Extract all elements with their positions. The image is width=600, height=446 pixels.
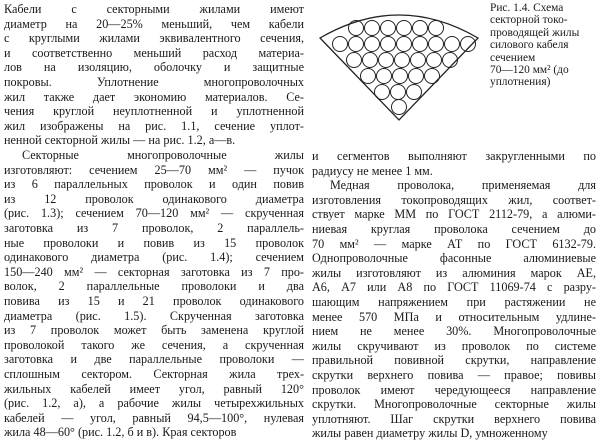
text-line: волок, 2 параллельные проволоки и два [4, 279, 304, 294]
text-line: с круглыми жилами эквивалентного сечения, [4, 31, 304, 46]
wire-strand [407, 85, 422, 100]
text-line: А6, А7 или А8 по ГОСТ 11069-74 с разру- [312, 280, 596, 295]
wire-strand [409, 69, 424, 84]
wire-strands [333, 21, 476, 115]
text-line: и сегментов выполняют закругленными по [312, 149, 596, 163]
wire-strand [427, 53, 442, 68]
wire-strand [375, 85, 390, 100]
text-line: из 7 проволок может быть заменена круглой [4, 323, 304, 338]
wire-strand [445, 37, 460, 52]
text-line: заготовка из 7 проволок, 2 параллель- [4, 221, 304, 235]
caption-line: силового кабеля [490, 39, 569, 52]
wire-strand [365, 37, 380, 52]
wire-strand [392, 100, 407, 115]
text-line: 70 мм² — марке АТ по ГОСТ 6132-79. [312, 236, 596, 251]
wire-strand [347, 53, 362, 68]
text-line: 150—240 мм² — секторная заготовка из 7 про- [4, 264, 304, 279]
text-line: диаметра (рис. 1.5). Скрученная заготовка [4, 308, 304, 323]
text-line: одинакового диаметра (рис. 1.4); сечением [4, 250, 304, 265]
text-line: жил также дает экономию материалов. Се- [4, 89, 304, 104]
text-line: менее 570 МПа и относительным удлине- [312, 309, 596, 324]
text-line: жильных кабелей имеет угол, равный 120° [4, 381, 304, 396]
text-line: уплотняют. Шаг скрутки верхнего повива [312, 411, 596, 426]
text-line: из 12 проволок одинакового диаметра [4, 191, 304, 206]
text-line: кабелей — угол, равный 94,5—100°, нулевая [4, 410, 304, 425]
wire-strand [361, 69, 376, 84]
text-line: жилы скручивают из проволок по системе [312, 338, 596, 353]
text-line: нием не менее 30%. Многопроволочные [312, 324, 596, 339]
text-line: Секторные многопроволочные жилы [22, 148, 304, 162]
text-line: жила 48—60° (рис. 1.2, б и в). Края секторов [4, 425, 237, 440]
wire-strand [363, 53, 378, 68]
wire-strand [411, 53, 426, 68]
text-line: диаметр на 20—25% меньший, чем кабели [4, 16, 304, 31]
text-line: проволок имеют чередующееся направление [312, 382, 596, 397]
wire-strand [397, 37, 412, 52]
text-line: Медная проволока, применяемая для [330, 178, 596, 193]
text-line: из 6 параллельных проволок и один повив [4, 177, 304, 192]
wire-strand [391, 85, 406, 100]
sector-outline [320, 15, 478, 120]
caption-line: секторной токо- [490, 14, 568, 27]
wire-strand [425, 69, 440, 84]
sector-conductor-figure [312, 2, 486, 122]
wire-strand [429, 21, 444, 36]
text-line: скрутки. Многопроволочные секторные жилы [312, 397, 596, 412]
text-line: покровы. Уплотнение многопроволочных [4, 75, 304, 89]
wire-strand [413, 37, 428, 52]
text-line: сплошным сектором. Секторная жила трех- [4, 367, 304, 381]
text-line: жил изображены на рис. 1.1, сечение уплот- [4, 118, 304, 133]
caption-line: проводящей жилы [490, 26, 580, 39]
text-line: жилы изготовляют из алюминия марок АЕ, [312, 265, 596, 280]
text-line: Однопроволочные фасонные алюминиевые [312, 251, 596, 266]
wire-strand [381, 21, 396, 36]
text-line: скрутки верхнего повива — правое; повивы [312, 368, 596, 382]
wire-strand [365, 21, 380, 36]
text-line: ствует марке ММ по ГОСТ 2112-79, а алюми- [312, 207, 596, 222]
text-line: (рис. 1.2, а), а рабочие жилы четырехжильных [4, 396, 304, 411]
wire-strand [443, 53, 458, 68]
text-line: Кабели с секторными жилами имеют [4, 2, 304, 16]
wire-strand [429, 37, 444, 52]
text-line: ниевая круглая проволока сечением до [312, 222, 596, 236]
caption-line: уплотнения) [490, 76, 551, 89]
text-line: чения круглой неуплотненной и уплотненной [4, 104, 304, 119]
text-line: ные проволоки и повив из 15 проволок [4, 235, 304, 250]
wire-strand [349, 21, 364, 36]
wire-strand [393, 69, 408, 84]
text-line: правильной повивной скрутки, направление [312, 353, 596, 368]
wire-strand [395, 53, 410, 68]
text-line: изготовляют: сечением 25—70 мм² — пучок [4, 162, 304, 177]
wire-strand [333, 37, 348, 52]
text-line: и соответственно меньший расход материа- [4, 45, 304, 60]
wire-strand [397, 21, 412, 36]
wire-strand [349, 37, 364, 52]
text-line: шающим напряжением при растяжении не [312, 295, 596, 309]
wire-strand [413, 21, 428, 36]
text-line: проволокой такого же сечения, а скрученная [4, 337, 304, 352]
text-line: заготовка и две параллельные проволоки — [4, 352, 304, 367]
caption-line: 70—120 мм² (до [490, 64, 569, 77]
text-line: повива из 15 и 21 проволок одинакового [4, 294, 304, 308]
caption-line: Рис. 1.4. Схема [490, 2, 564, 14]
wire-strand [379, 53, 394, 68]
wire-strand [377, 69, 392, 84]
wire-strand [381, 37, 396, 52]
figure-caption [490, 2, 598, 89]
text-line: жилы равен диаметру жилы D, умноженному [312, 426, 548, 441]
text-line: (рис. 1.3); сечением 70—120 мм² — скрученная [4, 206, 304, 221]
text-line: изготовления токопроводящих жил, соответ- [312, 192, 596, 207]
caption-line: сечением [490, 51, 536, 64]
text-line: лов на изоляцию, оболочку и защитные [4, 60, 304, 75]
text-line: радиусу не менее 1 мм. [312, 163, 433, 178]
text-line: ненной секторной жилы — на рис. 1.2, а—в. [4, 133, 236, 148]
